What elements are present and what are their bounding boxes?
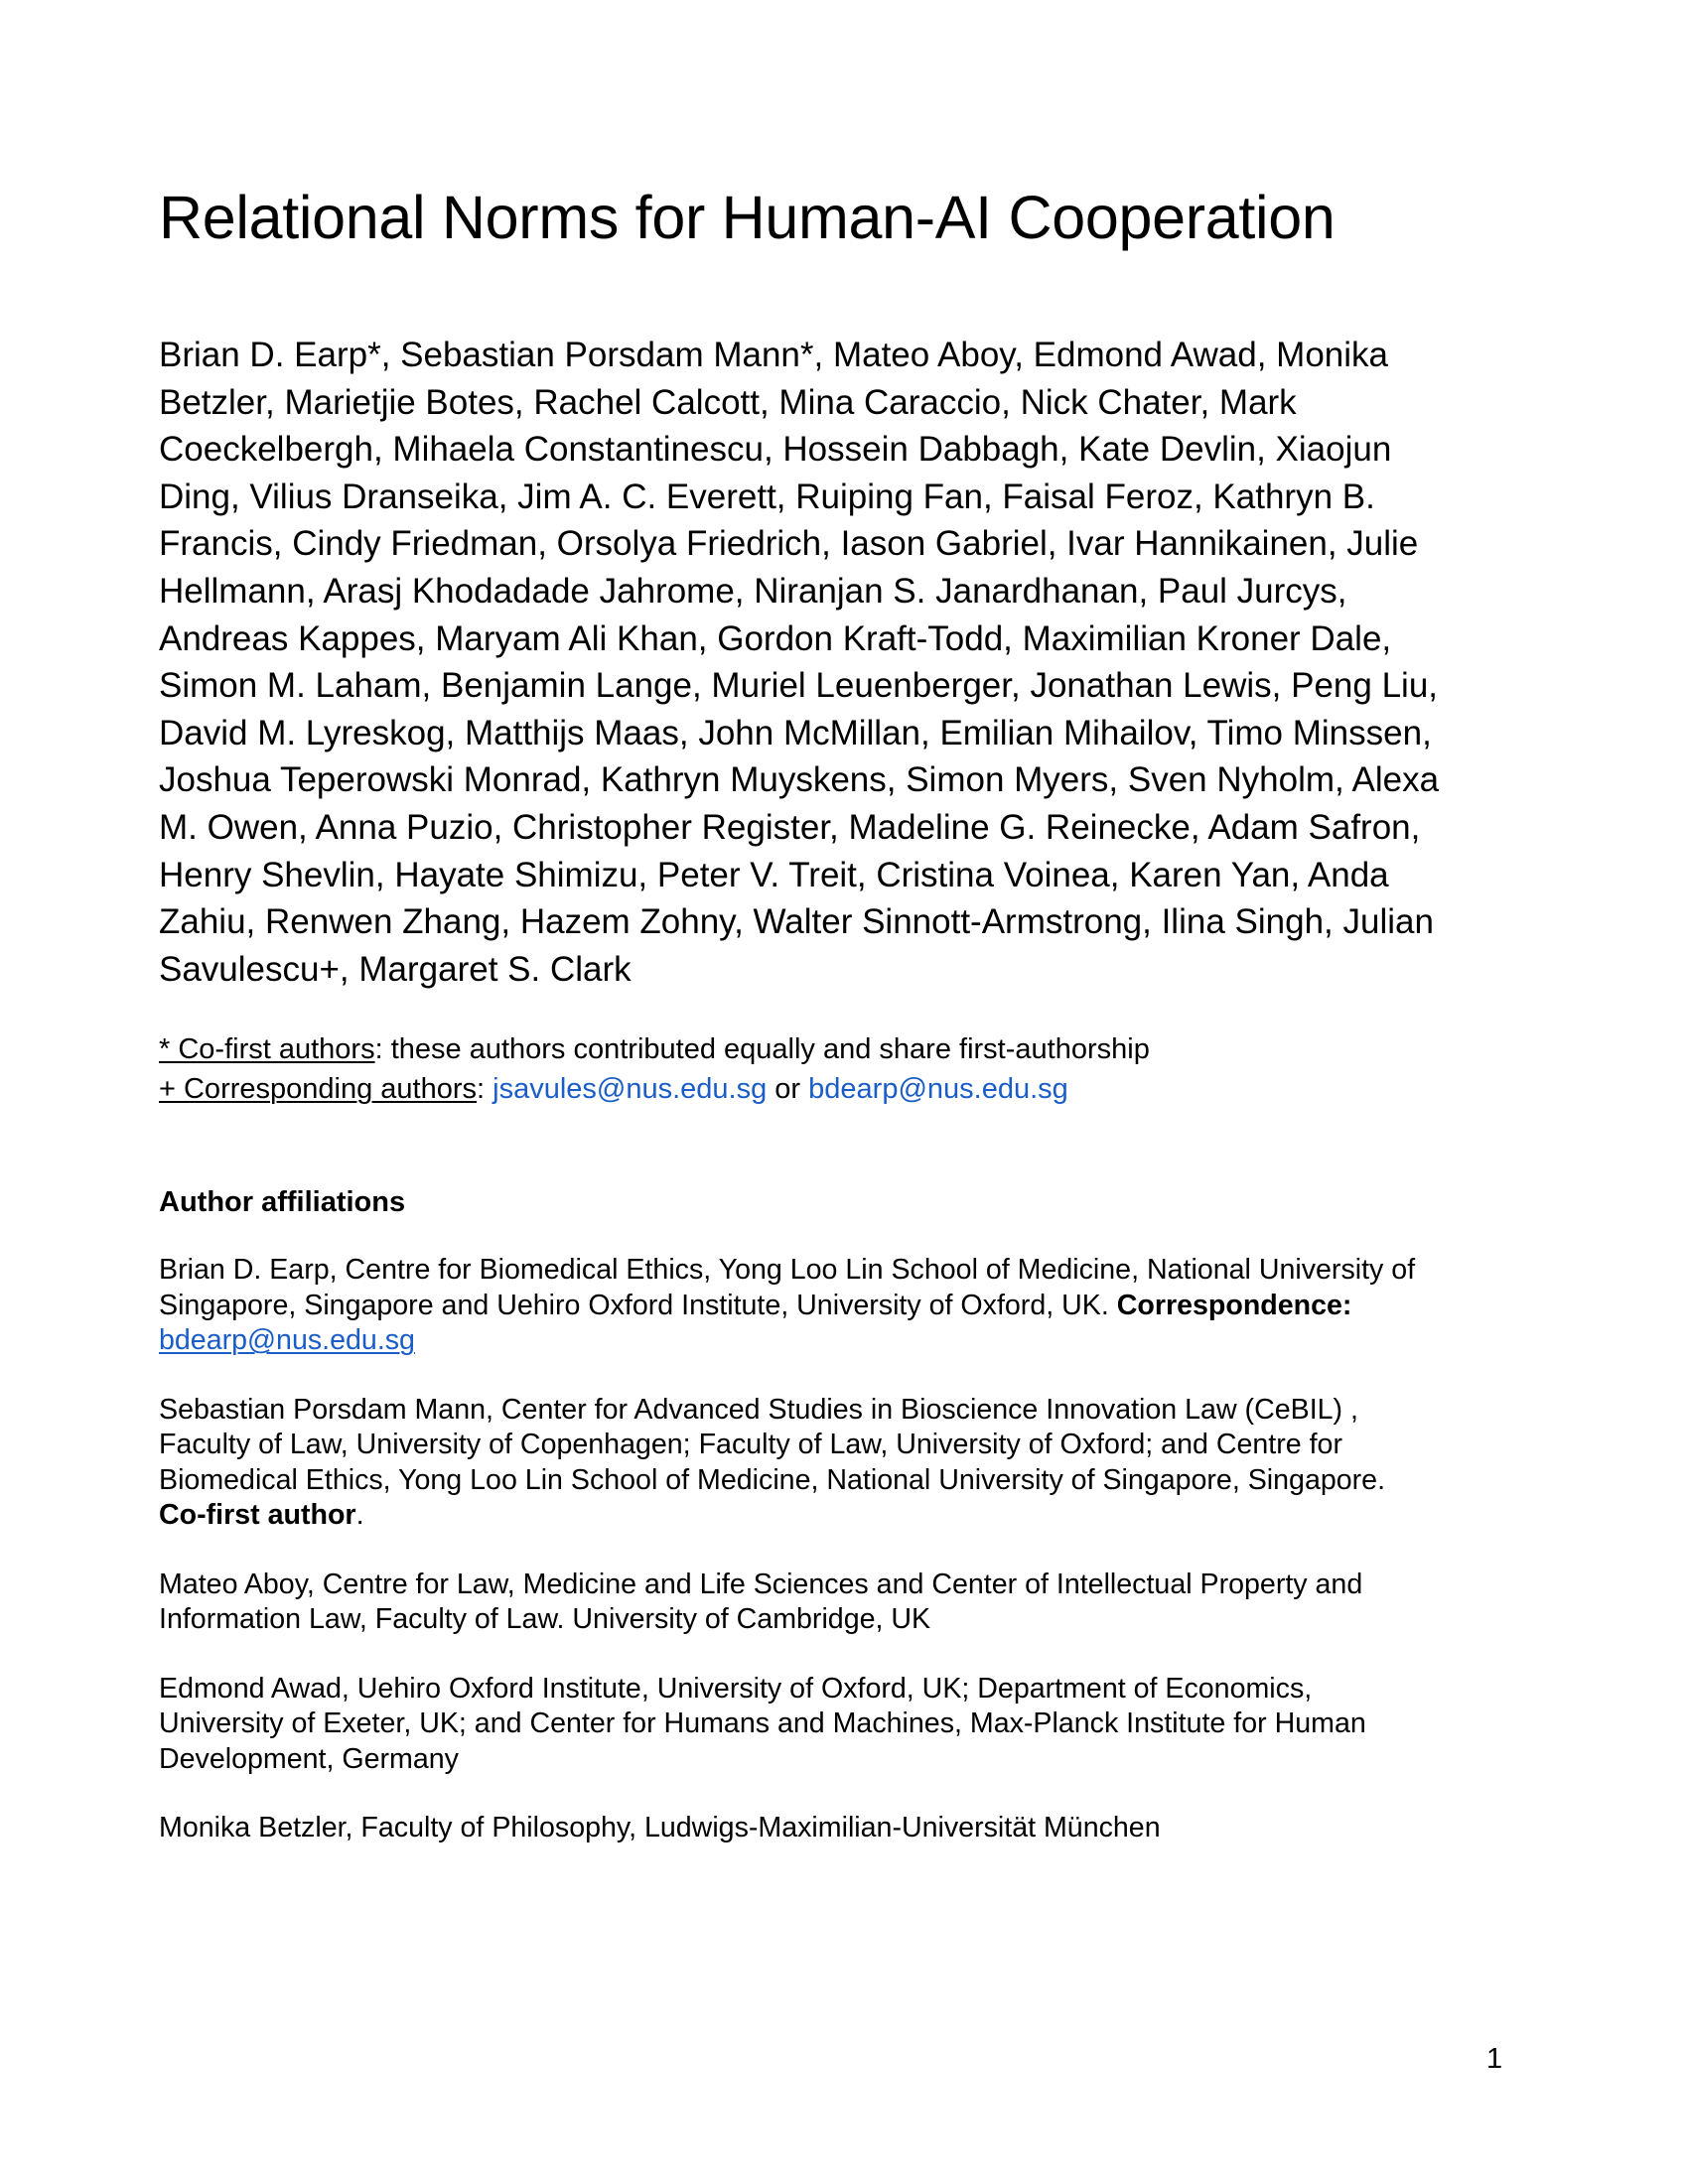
affiliation-text: Singapore, Singapore and Uehiro Oxford Institute, University of Oxford, UK. — [159, 1289, 1117, 1321]
affiliations-heading: Author affiliations — [159, 1186, 406, 1218]
affiliation-line — [159, 1323, 1529, 1359]
author-line: Simon M. Laham, Benjamin Lange, Muriel Leuenberger, Jonathan Lewis, Peng Liu, — [159, 666, 1439, 706]
page-number: 1 — [1486, 2043, 1503, 2075]
affiliations-list — [159, 1253, 1529, 1880]
author-line: Betzler, Marietjie Botes, Rachel Calcott, Mina Caraccio, Nick Chater, Mark — [159, 382, 1297, 422]
author-line: David M. Lyreskog, Matthijs Maas, John McMillan, Emilian Mihailov, Timo Minssen, — [159, 713, 1432, 752]
author-line: M. Owen, Anna Puzio, Christopher Register, Madeline G. Reinecke, Adam Safron, — [159, 807, 1421, 847]
author-line: Francis, Cindy Friedman, Orsolya Friedrich, Iason Gabriel, Ivar Hannikainen, Julie — [159, 524, 1419, 564]
affiliation-line: Brian D. Earp, Centre for Biomedical Ethics, Yong Loo Lin School of Medicine, National University of — [159, 1254, 1416, 1286]
author-line: Ding, Vilius Dranseika, Jim A. C. Everett, Ruiping Fan, Faisal Feroz, Kathryn B. — [159, 477, 1375, 516]
email-link-correspondence[interactable]: bdearp@nus.edu.sg — [159, 1324, 415, 1356]
affiliation-line: University of Exeter, UK; and Center for Humans and Machines, Max-Planck Institute for Human — [159, 1707, 1366, 1739]
author-list — [159, 332, 1549, 993]
affiliation-porsdam-mann — [159, 1393, 1529, 1534]
email-link-jsavules[interactable]: jsavules@nus.edu.sg — [492, 1073, 768, 1105]
author-line: Zahiu, Renwen Zhang, Hazem Zohny, Walter Sinnott-Armstrong, Ilina Singh, Julian — [159, 902, 1434, 942]
author-line: Andreas Kappes, Maryam Ali Khan, Gordon Kraft-Todd, Maximilian Kroner Dale, — [159, 618, 1392, 658]
cofirst-author-label: Co-first author — [159, 1499, 356, 1531]
corresponding-note — [159, 1069, 1150, 1109]
author-line: Henry Shevlin, Hayate Shimizu, Peter V. Treit, Cristina Voinea, Karen Yan, Anda — [159, 855, 1389, 894]
affiliation-line: Edmond Awad, Uehiro Oxford Institute, University of Oxford, UK; Department of Economics, — [159, 1672, 1313, 1705]
affiliation-text: . — [355, 1499, 364, 1531]
affiliation-line: Development, Germany — [159, 1742, 459, 1775]
affiliation-line — [159, 1289, 1529, 1324]
cofirst-text: : these authors contributed equally and share first-authorship — [374, 1033, 1150, 1065]
author-line: Joshua Teperowski Monrad, Kathryn Muyskens, Simon Myers, Sven Nyholm, Alexa — [159, 760, 1440, 800]
cofirst-note — [159, 1029, 1150, 1069]
author-line: Brian D. Earp*, Sebastian Porsdam Mann*, Mateo Aboy, Edmond Awad, Monika — [159, 336, 1388, 374]
affiliation-line: Mateo Aboy, Centre for Law, Medicine and Life Sciences and Center of Intellectual Property and — [159, 1568, 1363, 1600]
email-link-bdearp[interactable]: bdearp@nus.edu.sg — [808, 1073, 1068, 1105]
corresponding-label: + Corresponding authors — [159, 1073, 478, 1105]
affiliation-aboy — [159, 1568, 1529, 1638]
correspondence-label: Correspondence: — [1116, 1289, 1352, 1321]
author-notes — [159, 1029, 1150, 1109]
paper-title: Relational Norms for Human-AI Cooperation — [159, 184, 1336, 251]
affiliation-line: Monika Betzler, Faculty of Philosophy, Ludwigs-Maximilian-Universität München — [159, 1812, 1161, 1843]
corresponding-sep: : — [477, 1073, 493, 1105]
affiliation-awad — [159, 1672, 1529, 1778]
affiliation-line: Information Law, Faculty of Law. University of Cambridge, UK — [159, 1603, 931, 1635]
affiliation-line: Faculty of Law, University of Copenhagen; Faculty of Law, University of Oxford; and Centre for — [159, 1429, 1342, 1460]
affiliation-betzler — [159, 1811, 1529, 1846]
affiliation-earp — [159, 1253, 1529, 1359]
author-line: Savulescu+, Margaret S. Clark — [159, 949, 632, 989]
author-line: Coeckelbergh, Mihaela Constantinescu, Hossein Dabbagh, Kate Devlin, Xiaojun — [159, 430, 1392, 470]
author-line: Hellmann, Arasj Khodadade Jahrome, Niranjan S. Janardhanan, Paul Jurcys, — [159, 571, 1347, 611]
cofirst-label: * Co-first authors — [159, 1033, 375, 1065]
affiliation-line: Sebastian Porsdam Mann, Center for Advanced Studies in Bioscience Innovation Law (CeBIL) , — [159, 1393, 1358, 1426]
affiliation-line — [159, 1498, 1529, 1534]
or-text: or — [767, 1073, 809, 1105]
affiliation-line: Biomedical Ethics, Yong Loo Lin School of Medicine, National University of Singapore, Singapore. — [159, 1463, 1386, 1496]
